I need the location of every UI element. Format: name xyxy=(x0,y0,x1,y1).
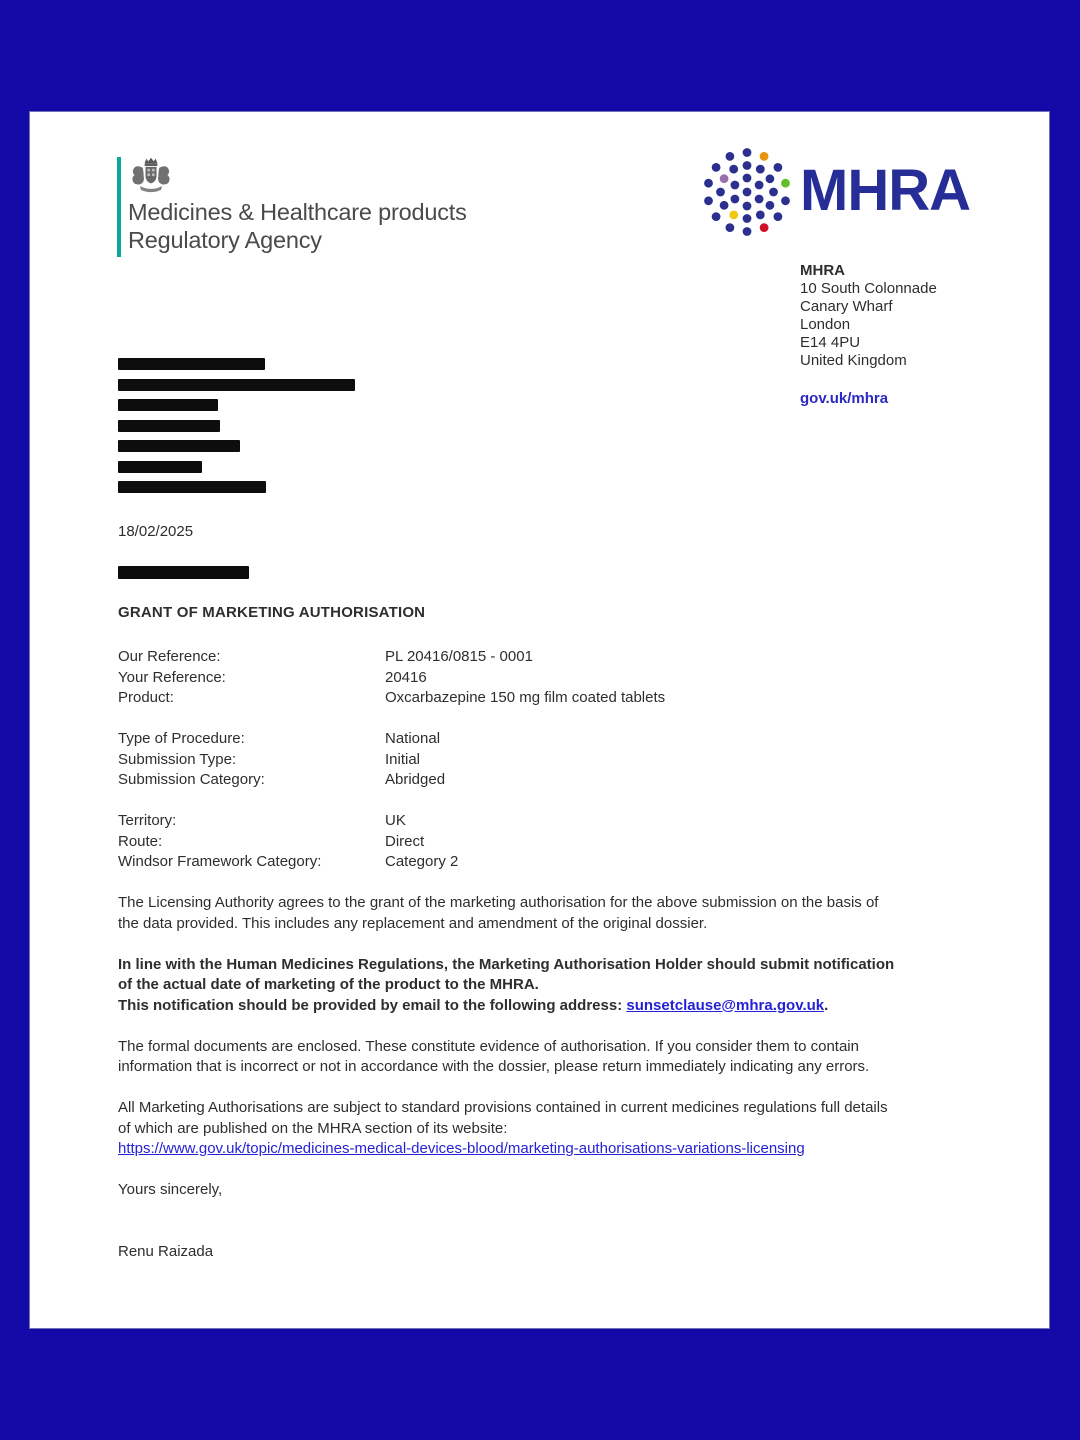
reference-row xyxy=(118,811,998,832)
address-line: United Kingdom xyxy=(800,352,907,369)
subject-heading: GRANT OF MARKETING AUTHORISATION xyxy=(118,603,426,621)
address-line: 10 South Colonnade xyxy=(800,280,937,297)
logo-accent-bar xyxy=(117,157,121,257)
redacted-line xyxy=(118,420,220,432)
reference-row xyxy=(118,647,998,668)
signatory-name: Renu Raizada xyxy=(118,1242,214,1260)
agency-name-line1: Medicines & Healthcare products xyxy=(128,199,467,225)
ref-label: Your Reference: xyxy=(118,668,226,686)
reference-group-territory xyxy=(118,811,998,873)
salutation-redacted xyxy=(118,566,249,579)
ref-label: Territory: xyxy=(118,812,177,829)
letter-date: 18/02/2025 xyxy=(118,523,194,540)
letter-page xyxy=(30,112,1049,1328)
reference-row xyxy=(118,729,998,750)
ref-label: Our Reference: xyxy=(118,648,221,665)
ref-value: Initial xyxy=(385,750,421,768)
ref-label: Type of Procedure: xyxy=(118,730,245,747)
notification-email-prefix: This notification should be provided by email to the following address: xyxy=(118,996,627,1014)
mhra-wordmark: MHRA xyxy=(800,158,970,223)
govuk-mhra-link[interactable]: gov.uk/mhra xyxy=(800,390,889,407)
reference-row xyxy=(118,688,998,709)
provisions-text: All Marketing Authorisations are subject to standard provisions contained in current medicines regulations full details of which are published on the MHRA section of its website: xyxy=(118,1099,888,1137)
address-line: London xyxy=(800,316,851,333)
address-line: Canary Wharf xyxy=(800,298,893,315)
redacted-line xyxy=(118,379,355,391)
address-line: E14 4PU xyxy=(800,334,861,351)
reference-row xyxy=(118,832,998,853)
ref-value: Direct xyxy=(385,832,425,850)
closing-valediction: Yours sincerely, xyxy=(118,1181,223,1198)
ref-value: National xyxy=(385,730,441,747)
reference-group-procedure xyxy=(118,729,998,791)
redacted-line xyxy=(118,399,218,411)
ref-label: Windsor Framework Category: xyxy=(118,853,322,870)
ref-label: Submission Category: xyxy=(118,771,265,788)
ref-value: 20416 xyxy=(385,668,427,686)
agency-name-line2: Regulatory Agency xyxy=(128,227,322,253)
ref-label: Product: xyxy=(118,689,174,706)
sunset-clause-email-link[interactable]: sunsetclause@mhra.gov.uk xyxy=(626,996,825,1014)
ref-label: Submission Type: xyxy=(118,750,237,768)
authorisations-licensing-link[interactable]: https://www.gov.uk/topic/medicines-medical-devices-blood/marketing-authorisations-variations-licensing xyxy=(118,1140,805,1157)
ref-value: Abridged xyxy=(385,771,446,788)
mhra-address-block xyxy=(800,262,937,408)
reference-row xyxy=(118,770,998,791)
redacted-line xyxy=(118,461,202,473)
paragraph-formal-documents: The formal documents are enclosed. These constitute evidence of authorisation. If you consider them to contain information that is incorrect or not in accordance with the dossier, please return immediately indicating any errors. xyxy=(118,1037,870,1075)
mhra-dots-icon xyxy=(703,148,791,236)
ref-value: PL 20416/0815 - 0001 xyxy=(385,648,533,665)
royal-crest-icon xyxy=(127,155,175,199)
reference-row xyxy=(118,668,998,689)
letter-body xyxy=(118,522,998,1262)
paragraph-notification xyxy=(118,955,998,1017)
redacted-line xyxy=(118,440,240,452)
reference-row xyxy=(118,750,998,771)
reference-row xyxy=(118,852,998,873)
reference-group-identifiers xyxy=(118,647,998,709)
redacted-line xyxy=(118,481,266,493)
ref-value: Oxcarbazepine 150 mg film coated tablets xyxy=(385,689,666,706)
recipient-redacted-block xyxy=(118,358,355,502)
notification-email-suffix: . xyxy=(824,996,829,1014)
notification-bold-text: In line with the Human Medicines Regulations, the Marketing Authorisation Holder should submit notification of the actual date of marketing of the product to the MHRA. xyxy=(118,955,895,993)
paragraph-grant: The Licensing Authority agrees to the grant of the marketing authorisation for the above submission on the basis of the data provided. This includes any replacement and amendment of the original dossier. xyxy=(118,894,879,932)
paragraph-provisions xyxy=(118,1098,998,1160)
mhra-logo xyxy=(703,148,970,236)
ref-value: UK xyxy=(385,812,406,829)
address-org-name: MHRA xyxy=(800,262,845,279)
ref-value: Category 2 xyxy=(385,853,459,870)
ref-label: Route: xyxy=(118,832,163,850)
redacted-line xyxy=(118,358,265,370)
